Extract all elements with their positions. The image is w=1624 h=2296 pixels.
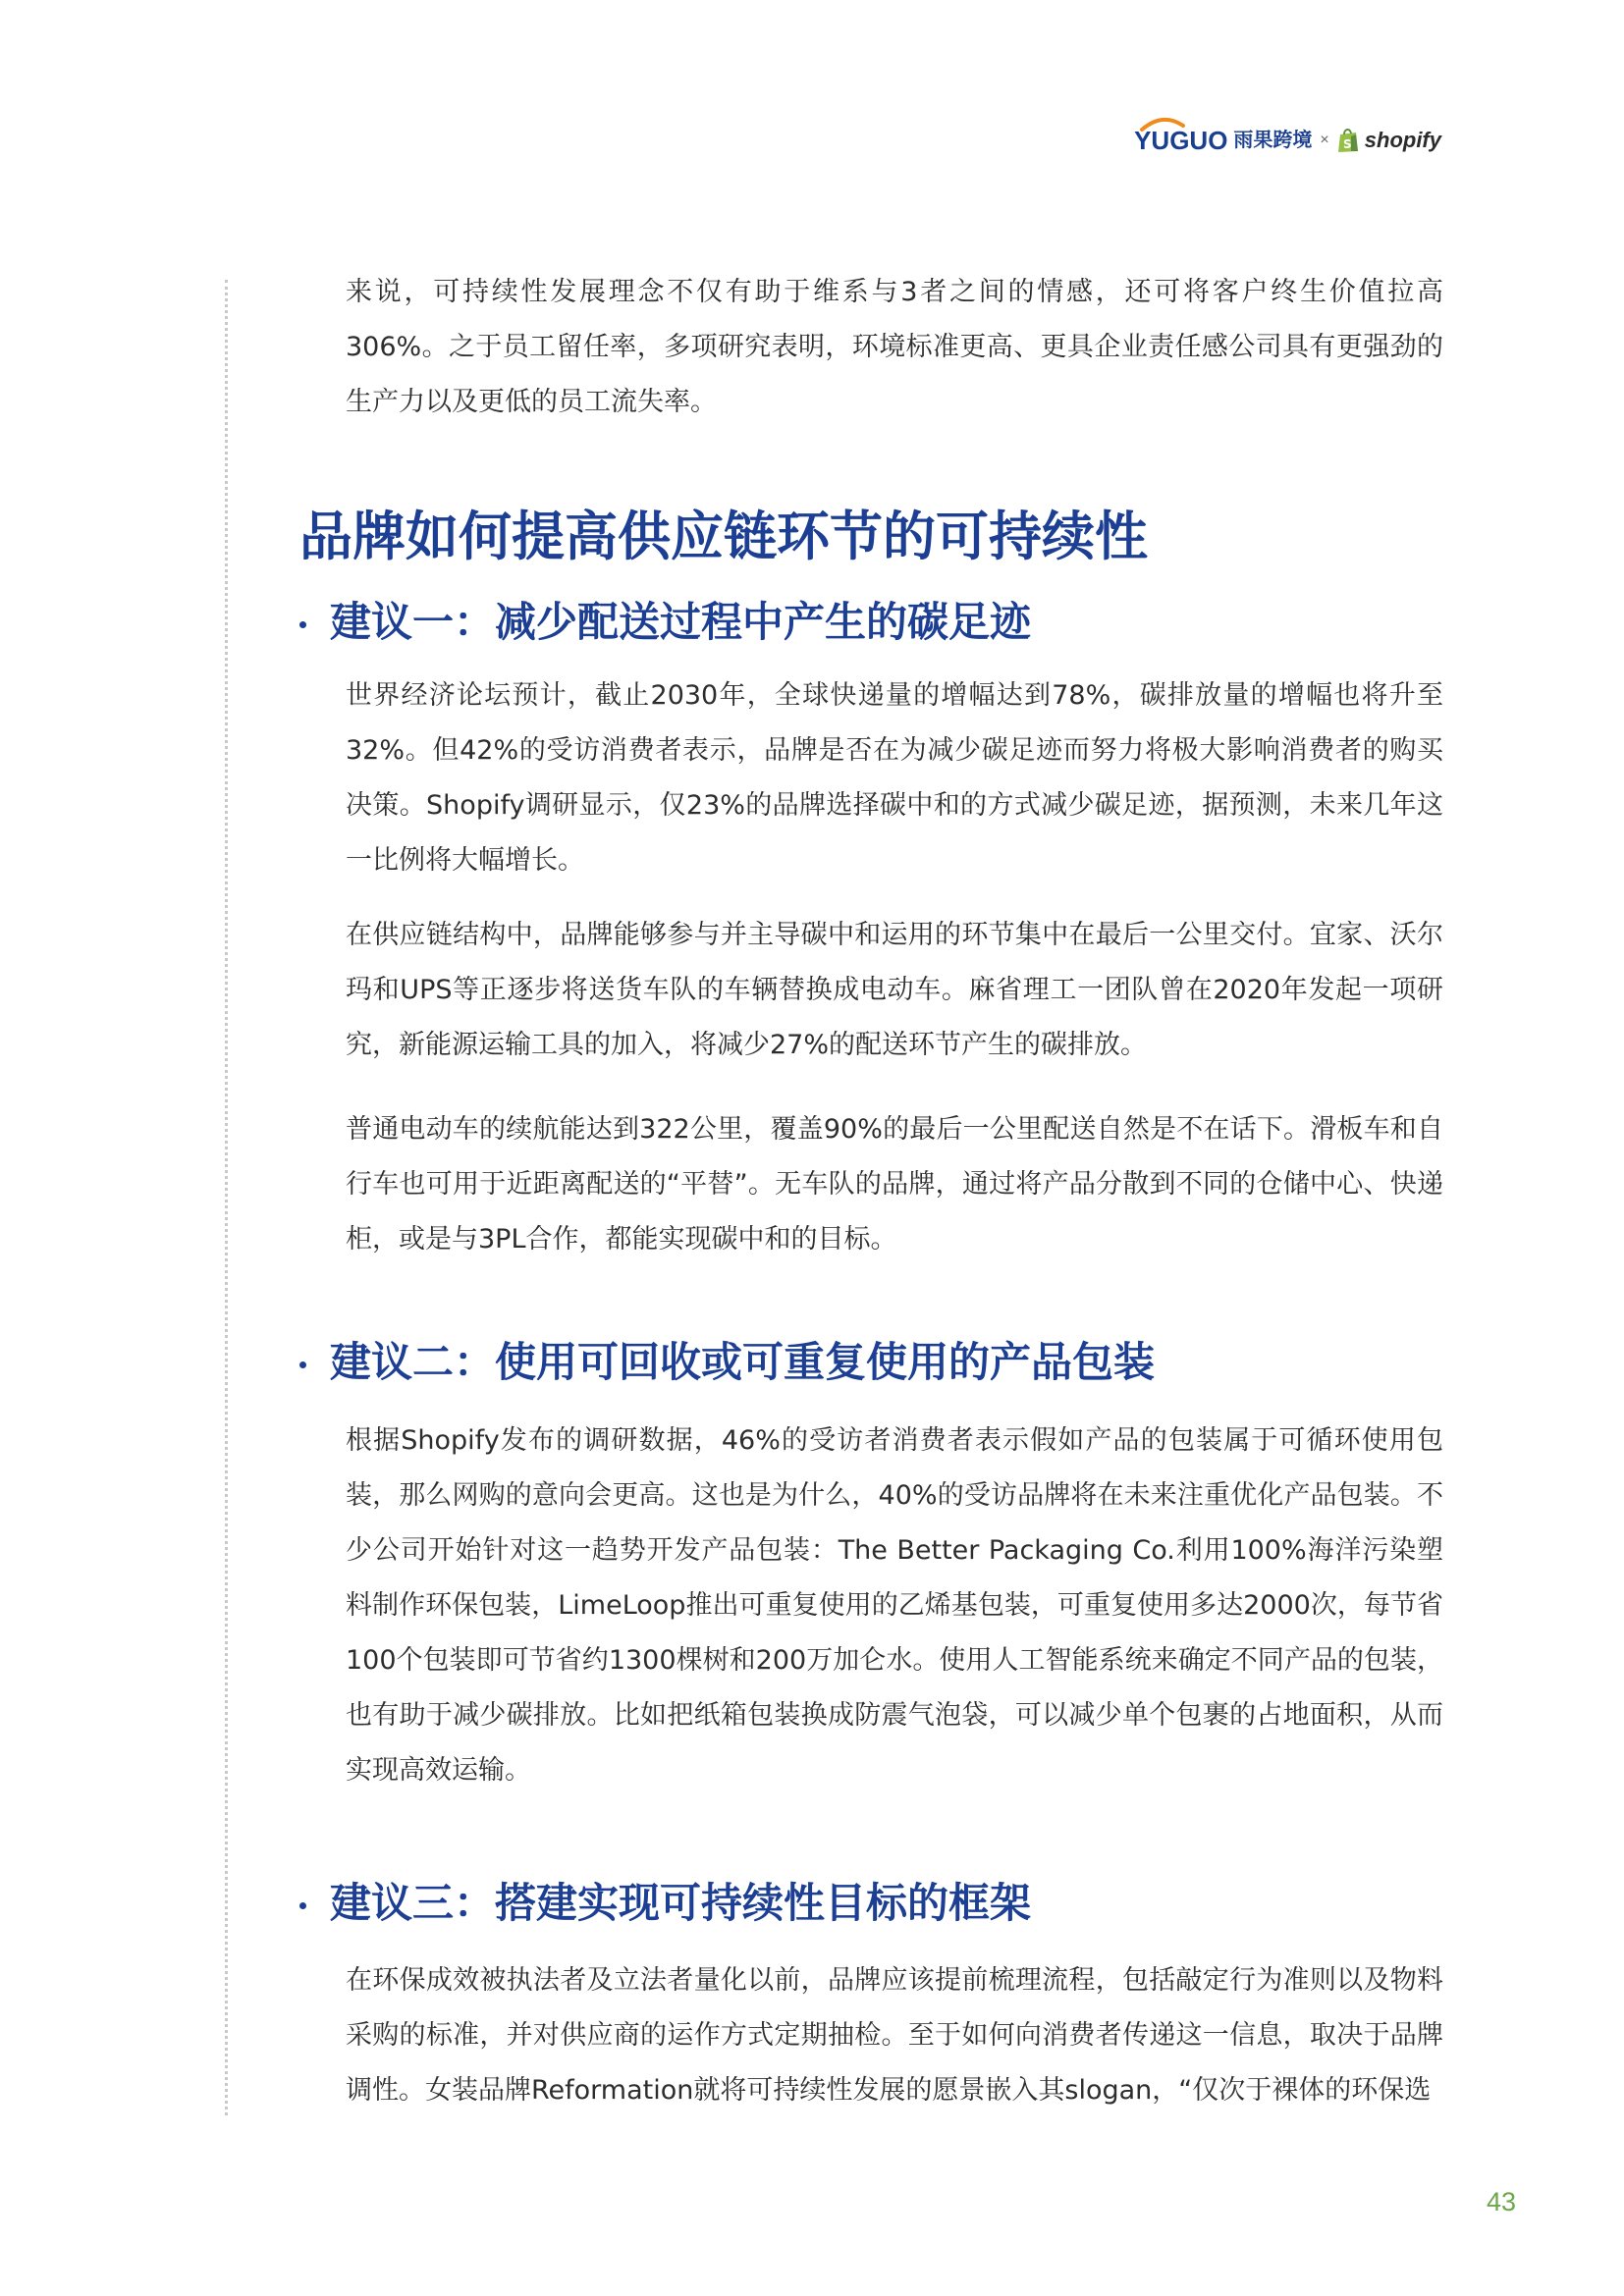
intro-paragraph: 来说，可持续性发展理念不仅有助于维系与3者之间的情感，还可将客户终生价值拉高306%。之于员工留任率，多项研究表明，环境标准更高、更具企业责任感公司具有更强劲的生产力以及更低的员工流失率。: [346, 277, 1443, 417]
yuguo-logo: [1134, 126, 1227, 155]
section-1-heading: [299, 593, 1031, 652]
shopify-bag-icon: [1337, 128, 1359, 153]
header-logo: [1134, 126, 1441, 155]
page-title: 品牌如何提高供应链环节的可持续性: [299, 506, 1148, 567]
yuguo-arc-icon: [1140, 116, 1185, 132]
section-2-heading-text: 建议二：使用可回收或可重复使用的产品包装: [330, 1338, 1156, 1386]
page-number: 43: [1487, 2187, 1517, 2216]
bullet-icon: [299, 1902, 306, 1909]
section-2-heading: [299, 1333, 1155, 1392]
section-1-paragraph-3: 普通电动车的续航能达到322公里，覆盖90%的最后一公里配送自然是不在话下。滑板车和自行车也可用于近距离配送的“平替”。无车队的品牌，通过将产品分散到不同的仓储中心、快递柜，或是与3PL合作，都能实现碳中和的目标。: [346, 1114, 1443, 1255]
section-3-heading-text: 建议三：搭建实现可持续性目标的框架: [330, 1879, 1032, 1927]
section-1-heading-text: 建议一：减少配送过程中产生的碳足迹: [330, 598, 1032, 646]
brand-en: YUGUO: [1134, 126, 1228, 155]
section-1-paragraph-2: 在供应链结构中，品牌能够参与并主导碳中和运用的环节集中在最后一公里交付。宜家、沃尔玛和UPS等正逐步将送货车队的车辆替换成电动车。麻省理工一团队曾在2020年发起一项研究，新能源运输工具的加入，将减少27%的配送环节产生的碳排放。: [346, 920, 1443, 1060]
section-1-paragraph-1: 世界经济论坛预计，截止2030年，全球快递量的增幅达到78%，碳排放量的增幅也将升至32%。但42%的受访消费者表示，品牌是否在为减少碳足迹而努力将极大影响消费者的购买决策。Shopify调研显示，仅23%的品牌选择碳中和的方式减少碳足迹，据预测，未来几年这一比例将大幅增长。: [346, 680, 1443, 876]
svg-text:S: S: [1342, 137, 1352, 151]
margin-dotted-line: [225, 280, 228, 2115]
partner-logo: shopify: [1364, 128, 1441, 152]
section-3-paragraph-1: 在环保成效被执法者及立法者量化以前，品牌应该提前梳理流程，包括敲定行为准则以及物料采购的标准，并对供应商的运作方式定期抽检。至于如何向消费者传递这一信息，取决于品牌调性。女装品牌Reformation就将可持续性发展的愿景嵌入其slogan，“仅次于裸体的环保选: [346, 1965, 1443, 2106]
brand-cn: 雨果跨境: [1233, 130, 1313, 151]
section-3-heading: [299, 1874, 1031, 1933]
section-2-paragraph-1: 根据Shopify发布的调研数据，46%的受访者消费者表示假如产品的包装属于可循环使用包装，那么网购的意向会更高。这也是为什么，40%的受访品牌将在未来注重优化产品包装。不少公司开始针对这一趋势开发产品包装：The Better Packaging Co.利用100%海洋污染塑料制作环保包装，LimeLoop推出可重复使用的乙烯基包装，可重复使用多达2000次，每节省100个包装即可节省约1300棵树和200万加仑水。使用人工智能系统来确定不同产品的包装，也有助于减少碳排放。比如把纸箱包装换成防震气泡袋，可以减少单个包裹的占地面积，从而实现高效运输。: [346, 1425, 1443, 1786]
logo-separator: ×: [1320, 132, 1329, 148]
bullet-icon: [299, 621, 306, 628]
bullet-icon: [299, 1362, 306, 1368]
